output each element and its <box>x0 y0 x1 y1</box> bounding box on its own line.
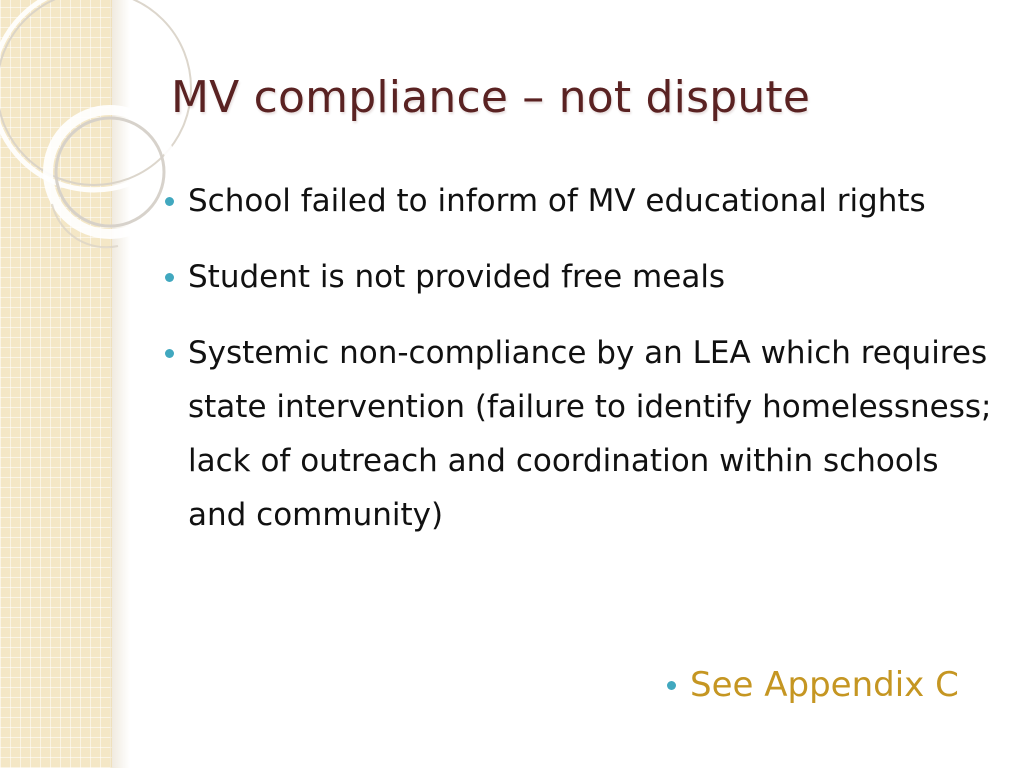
appendix-link-text: See Appendix C <box>690 665 959 705</box>
slide-title: MV compliance – not dispute <box>171 72 811 123</box>
bullet-dot-icon <box>165 273 174 282</box>
bullet-item-systemic-noncompliance <box>165 326 1000 542</box>
bullet-text-free-meals: Student is not provided free meals <box>188 259 726 295</box>
bullet-text-systemic-noncompliance: Systemic non-compliance by an LEA which requires state intervention (failure to identify homelessness; lack of outreach and coordination within schools and community) <box>188 335 992 533</box>
bullet-item-free-meals <box>165 250 1000 304</box>
bullet-dot-icon <box>165 349 174 358</box>
bullet-list <box>165 174 1000 564</box>
bullet-text-school-failed: School failed to inform of MV educational rights <box>188 183 926 219</box>
left-pattern-strip <box>0 0 112 768</box>
see-appendix-c-link[interactable] <box>667 660 959 710</box>
bullet-dot-icon <box>165 197 174 206</box>
left-strip-shadow <box>112 0 130 768</box>
appendix-bullet-icon <box>667 681 676 690</box>
bullet-item-school-failed <box>165 174 1000 228</box>
